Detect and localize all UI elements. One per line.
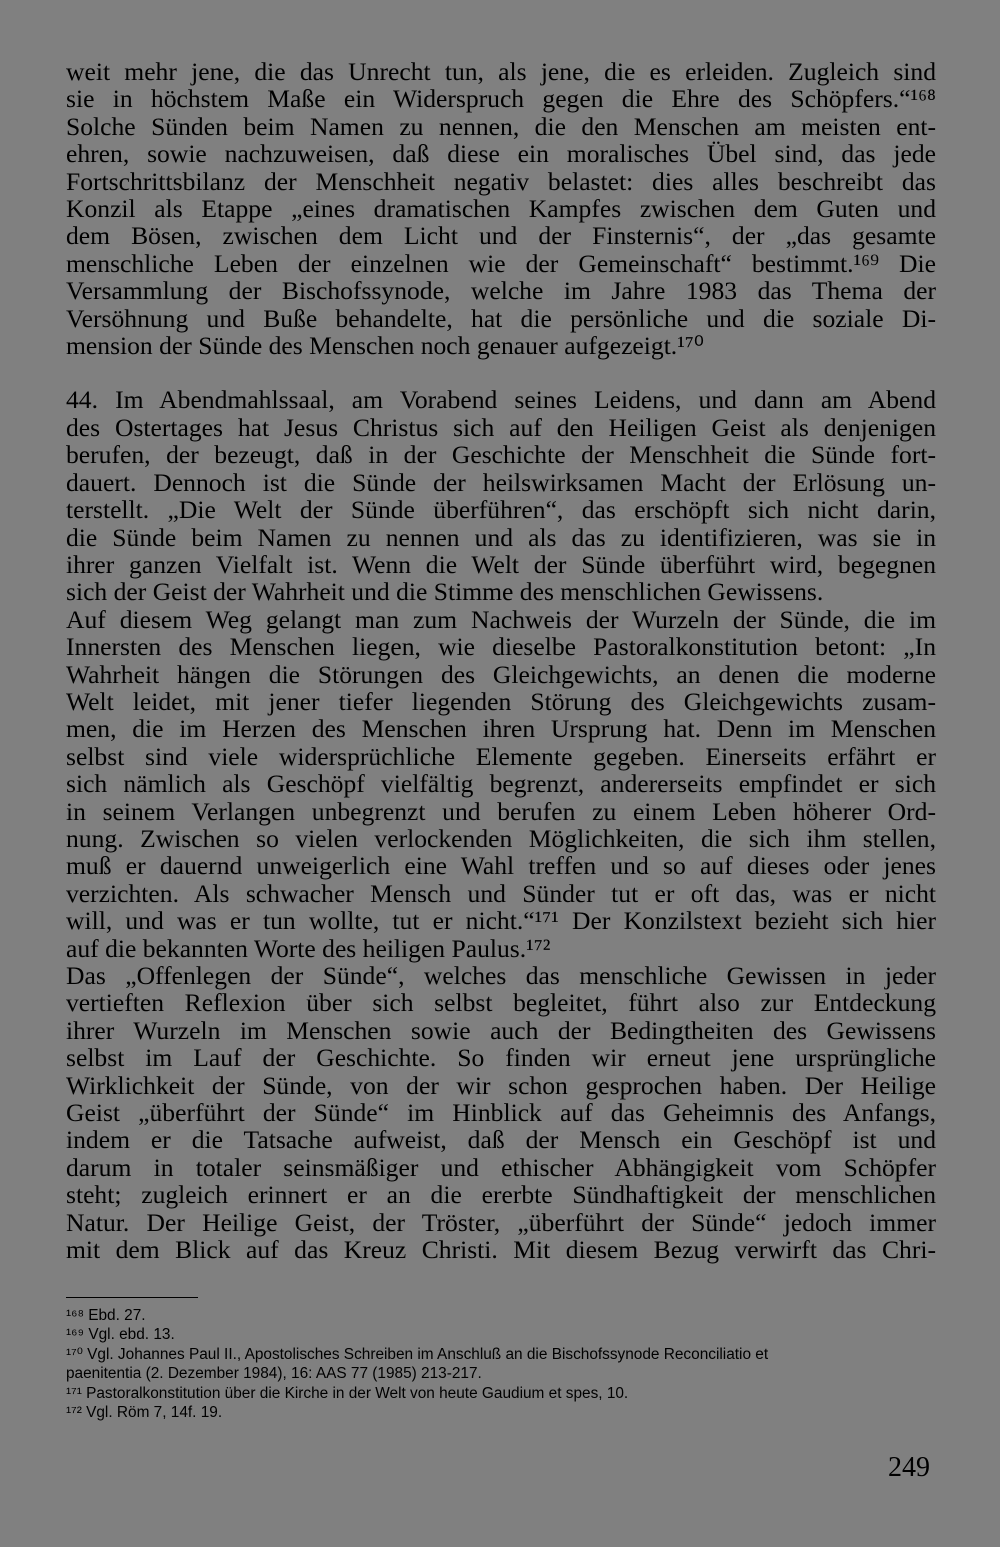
- text-line: Wahrheit hängen die Störungen des Gleichgewichts, an denen die moderne: [66, 659, 936, 689]
- text-line: darum in totaler seinsmäßiger und ethischer Abhängigkeit vom Schöpfer: [66, 1152, 936, 1182]
- footnote-170: ¹⁷⁰ Vgl. Johannes Paul II., Apostolisches Schreiben im Anschluß an die Bischofssynode Reconciliatio et: [66, 1345, 769, 1363]
- text-line: dauert. Dennoch ist die Sünde der heilswirksamen Macht der Erlösung un-: [66, 467, 936, 497]
- paragraph-1: [66, 58, 936, 359]
- text-line: des Ostertages hat Jesus Christus sich auf den Heiligen Geist als denjenigen: [66, 412, 936, 442]
- text-line: men, die im Herzen des Menschen ihren Ursprung hat. Denn im Menschen: [66, 714, 936, 744]
- text-line: berufen, der bezeugt, daß in der Geschichte der Menschheit die Sünde fort-: [66, 440, 936, 470]
- text-line: ehren, sowie nachzuweisen, daß diese ein moralisches Übel sind, das jede: [66, 139, 936, 169]
- text-line: Natur. Der Heilige Geist, der Tröster, „überführt der Sünde“ jedoch immer: [66, 1207, 936, 1237]
- text-line: indem er die Tatsache aufweist, daß der Mensch ein Geschöpf ist und: [66, 1125, 936, 1155]
- text-line: Innersten des Menschen liegen, wie dieselbe Pastoralkonstitution betont: „In: [66, 632, 936, 662]
- text-line: menschliche Leben der einzelnen wie der Gemeinschaft“ bestimmt.¹⁶⁹ Die: [66, 248, 936, 278]
- text-line: will, und was er tun wollte, tut er nicht.“¹⁷¹ Der Konzilstext bezieht sich hier: [66, 906, 936, 936]
- text-line: in seinem Verlangen unbegrenzt und berufen zu einem Leben höherer Ord-: [66, 796, 936, 826]
- text-line: sich nämlich als Geschöpf vielfältig begrenzt, andererseits empfindet er sich: [66, 769, 936, 799]
- text-line: mit dem Blick auf das Kreuz Christi. Mit diesem Bezug verwirft das Chri-: [66, 1235, 936, 1265]
- text-line: Das „Offenlegen der Sünde“, welches das menschliche Gewissen in jeder: [66, 961, 936, 990]
- text-line: Fortschrittsbilanz der Menschheit negativ belastet: dies alles beschreibt das: [66, 166, 936, 196]
- text-line: Auf diesem Weg gelangt man zum Nachweis der Wurzeln der Sünde, die im: [66, 604, 936, 634]
- paragraph-3: [66, 962, 936, 1263]
- text-line: dem Bösen, zwischen dem Licht und der Finsternis“, der „das gesamte: [66, 221, 936, 251]
- text-line: Solche Sünden beim Namen zu nennen, die den Menschen am meisten ent-: [66, 111, 936, 141]
- text-line: selbst im Lauf der Geschichte. So finden wir erneut jene ursprüngliche: [66, 1043, 936, 1073]
- text-line: sie in höchstem Maße ein Widerspruch gegen die Ehre des Schöpfers.“¹⁶⁸: [66, 84, 936, 114]
- text-line: Geist „überführt der Sünde“ im Hinblick auf das Geheimnis des Anfangs,: [66, 1098, 936, 1128]
- text-line: Konzil als Etappe „eines dramatischen Kampfes zwischen dem Guten und: [66, 194, 936, 224]
- text-line: sich der Geist der Wahrheit und die Stimme des menschlichen Gewissens.: [66, 577, 824, 607]
- text-line: Versöhnung und Buße behandelte, hat die persönliche und die soziale Di-: [66, 303, 936, 333]
- page-body: [66, 58, 936, 1263]
- footnote-170-continued: paenitentia (2. Dezember 1984), 16: AAS 77 (1985) 213-217.: [66, 1365, 482, 1383]
- paragraph-gap: [66, 359, 936, 386]
- paragraph-2: [66, 386, 936, 962]
- footnote-172: ¹⁷² Vgl. Röm 7, 14f. 19.: [66, 1404, 223, 1422]
- text-line: Versammlung der Bischofssynode, welche im Jahre 1983 das Thema der: [66, 276, 936, 306]
- text-line: verzichten. Als schwacher Mensch und Sünder tut er oft das, was er nicht: [66, 878, 936, 908]
- page-number: 249: [888, 1452, 930, 1483]
- text-line: selbst sind viele widersprüchliche Elemente gegeben. Einerseits erfährt er: [66, 741, 936, 771]
- text-line: vertieften Reflexion über sich selbst begleitet, führt also zur Entdeckung: [66, 988, 936, 1018]
- footnote-169: ¹⁶⁹ Vgl. ebd. 13.: [66, 1326, 175, 1344]
- text-line: steht; zugleich erinnert er an die ererbte Sündhaftigkeit der menschlichen: [66, 1180, 936, 1210]
- footnotes: [66, 1306, 936, 1422]
- text-line: nung. Zwischen so vielen verlockenden Möglichkeiten, die sich ihm stellen,: [66, 823, 936, 853]
- text-line: terstellt. „Die Welt der Sünde überführen“, das erschöpft sich nicht darin,: [66, 495, 936, 525]
- text-line: ihrer Wurzeln im Menschen sowie auch der Bedingtheiten des Gewissens: [66, 1015, 936, 1045]
- footnote-168: ¹⁶⁸ Ebd. 27.: [66, 1307, 146, 1324]
- text-line: die Sünde beim Namen zu nennen und als das zu identifizieren, was sie in: [66, 522, 936, 552]
- text-line: muß er dauernd unweigerlich eine Wahl treffen und so auf dieses oder jenes: [66, 851, 936, 881]
- footnote-171: ¹⁷¹ Pastoralkonstitution über die Kirche in der Welt von heute Gaudium et spes, 10.: [66, 1384, 629, 1402]
- text-line: ihrer ganzen Vielfalt ist. Wenn die Welt der Sünde überführt wird, begegnen: [66, 549, 936, 579]
- text-line: Welt leidet, mit jener tiefer liegenden Störung des Gleichgewichts zusam-: [66, 686, 936, 716]
- text-line: auf die bekannten Worte des heiligen Paulus.¹⁷²: [66, 933, 551, 963]
- footnote-divider: [66, 1297, 198, 1298]
- text-line: mension der Sünde des Menschen noch genauer aufgezeigt.¹⁷⁰: [66, 331, 705, 361]
- text-line: 44. Im Abendmahlssaal, am Vorabend seines Leidens, und dann am Abend: [66, 385, 936, 415]
- text-line: weit mehr jene, die das Unrecht tun, als jene, die es erleiden. Zugleich sind: [66, 57, 936, 86]
- text-line: Wirklichkeit der Sünde, von der wir schon gesprochen haben. Der Heilige: [66, 1070, 936, 1100]
